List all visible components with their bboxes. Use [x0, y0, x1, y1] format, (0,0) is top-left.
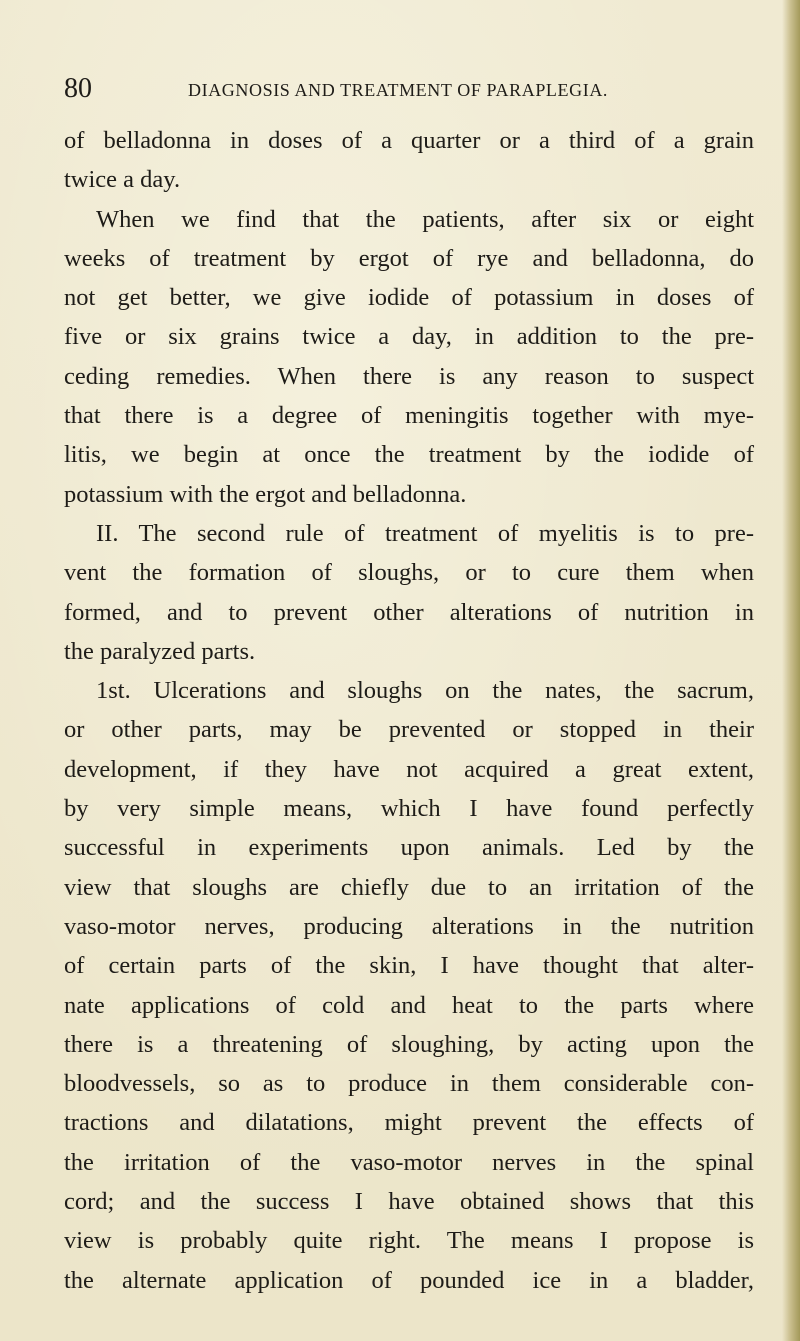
text-line: or other parts, may be prevented or stopped in their: [64, 716, 754, 744]
page-number: 80: [64, 73, 92, 104]
text-line: twice a day.: [64, 166, 181, 194]
text-line: there is a threatening of sloughing, by acting upon the: [64, 1030, 754, 1058]
text-line: that there is a degree of meningitis together with mye-: [64, 402, 754, 430]
text-line: weeks of treatment by ergot of rye and belladonna, do: [64, 244, 754, 272]
text-line: bloodvessels, so as to produce in them considerable con-: [64, 1070, 754, 1098]
text-line: nate applications of cold and heat to the parts where: [64, 991, 754, 1019]
text-line: cord; and the success I have obtained shows that this: [64, 1188, 754, 1216]
text-line: litis, we begin at once the treatment by the iodide of: [64, 441, 754, 469]
text-line: When we find that the patients, after six or eight: [96, 205, 754, 233]
text-line: view that sloughs are chiefly due to an irritation of the: [64, 873, 754, 901]
text-line: view is probably quite right. The means I propose is: [64, 1227, 754, 1255]
text-line: development, if they have not acquired a great extent,: [64, 755, 754, 783]
body-text: [64, 121, 754, 1300]
text-line: the alternate application of pounded ice in a bladder,: [64, 1266, 754, 1294]
text-line: formed, and to prevent other alterations of nutrition in: [64, 598, 754, 626]
text-line: successful in experiments upon animals. Led by the: [64, 834, 754, 862]
text-line: II. The second rule of treatment of myelitis is to pre-: [96, 519, 754, 547]
page-edge-shadow: [782, 0, 800, 1341]
text-line: five or six grains twice a day, in addition to the pre-: [64, 323, 754, 351]
text-line: vent the formation of sloughs, or to cure them when: [64, 559, 754, 587]
text-line: of belladonna in doses of a quarter or a third of a grain: [64, 127, 754, 154]
running-title: DIAGNOSIS AND TREATMENT OF PARAPLEGIA.: [188, 80, 609, 100]
text-line: by very simple means, which I have found perfectly: [64, 795, 754, 823]
text-line: the paralyzed parts.: [64, 637, 256, 665]
text-line: of certain parts of the skin, I have thought that alter-: [64, 952, 754, 980]
text-line: not get better, we give iodide of potassium in doses of: [64, 284, 754, 312]
text-line: vaso-motor nerves, producing alterations in the nutrition: [64, 912, 754, 940]
text-line: 1st. Ulcerations and sloughs on the nates, the sacrum,: [96, 677, 754, 705]
page-header: [64, 72, 754, 106]
text-line: ceding remedies. When there is any reason to suspect: [64, 362, 754, 390]
text-line: the irritation of the vaso-motor nerves in the spinal: [64, 1148, 754, 1176]
text-line: potassium with the ergot and belladonna.: [64, 480, 467, 508]
text-line: tractions and dilatations, might prevent the effects of: [64, 1109, 754, 1137]
